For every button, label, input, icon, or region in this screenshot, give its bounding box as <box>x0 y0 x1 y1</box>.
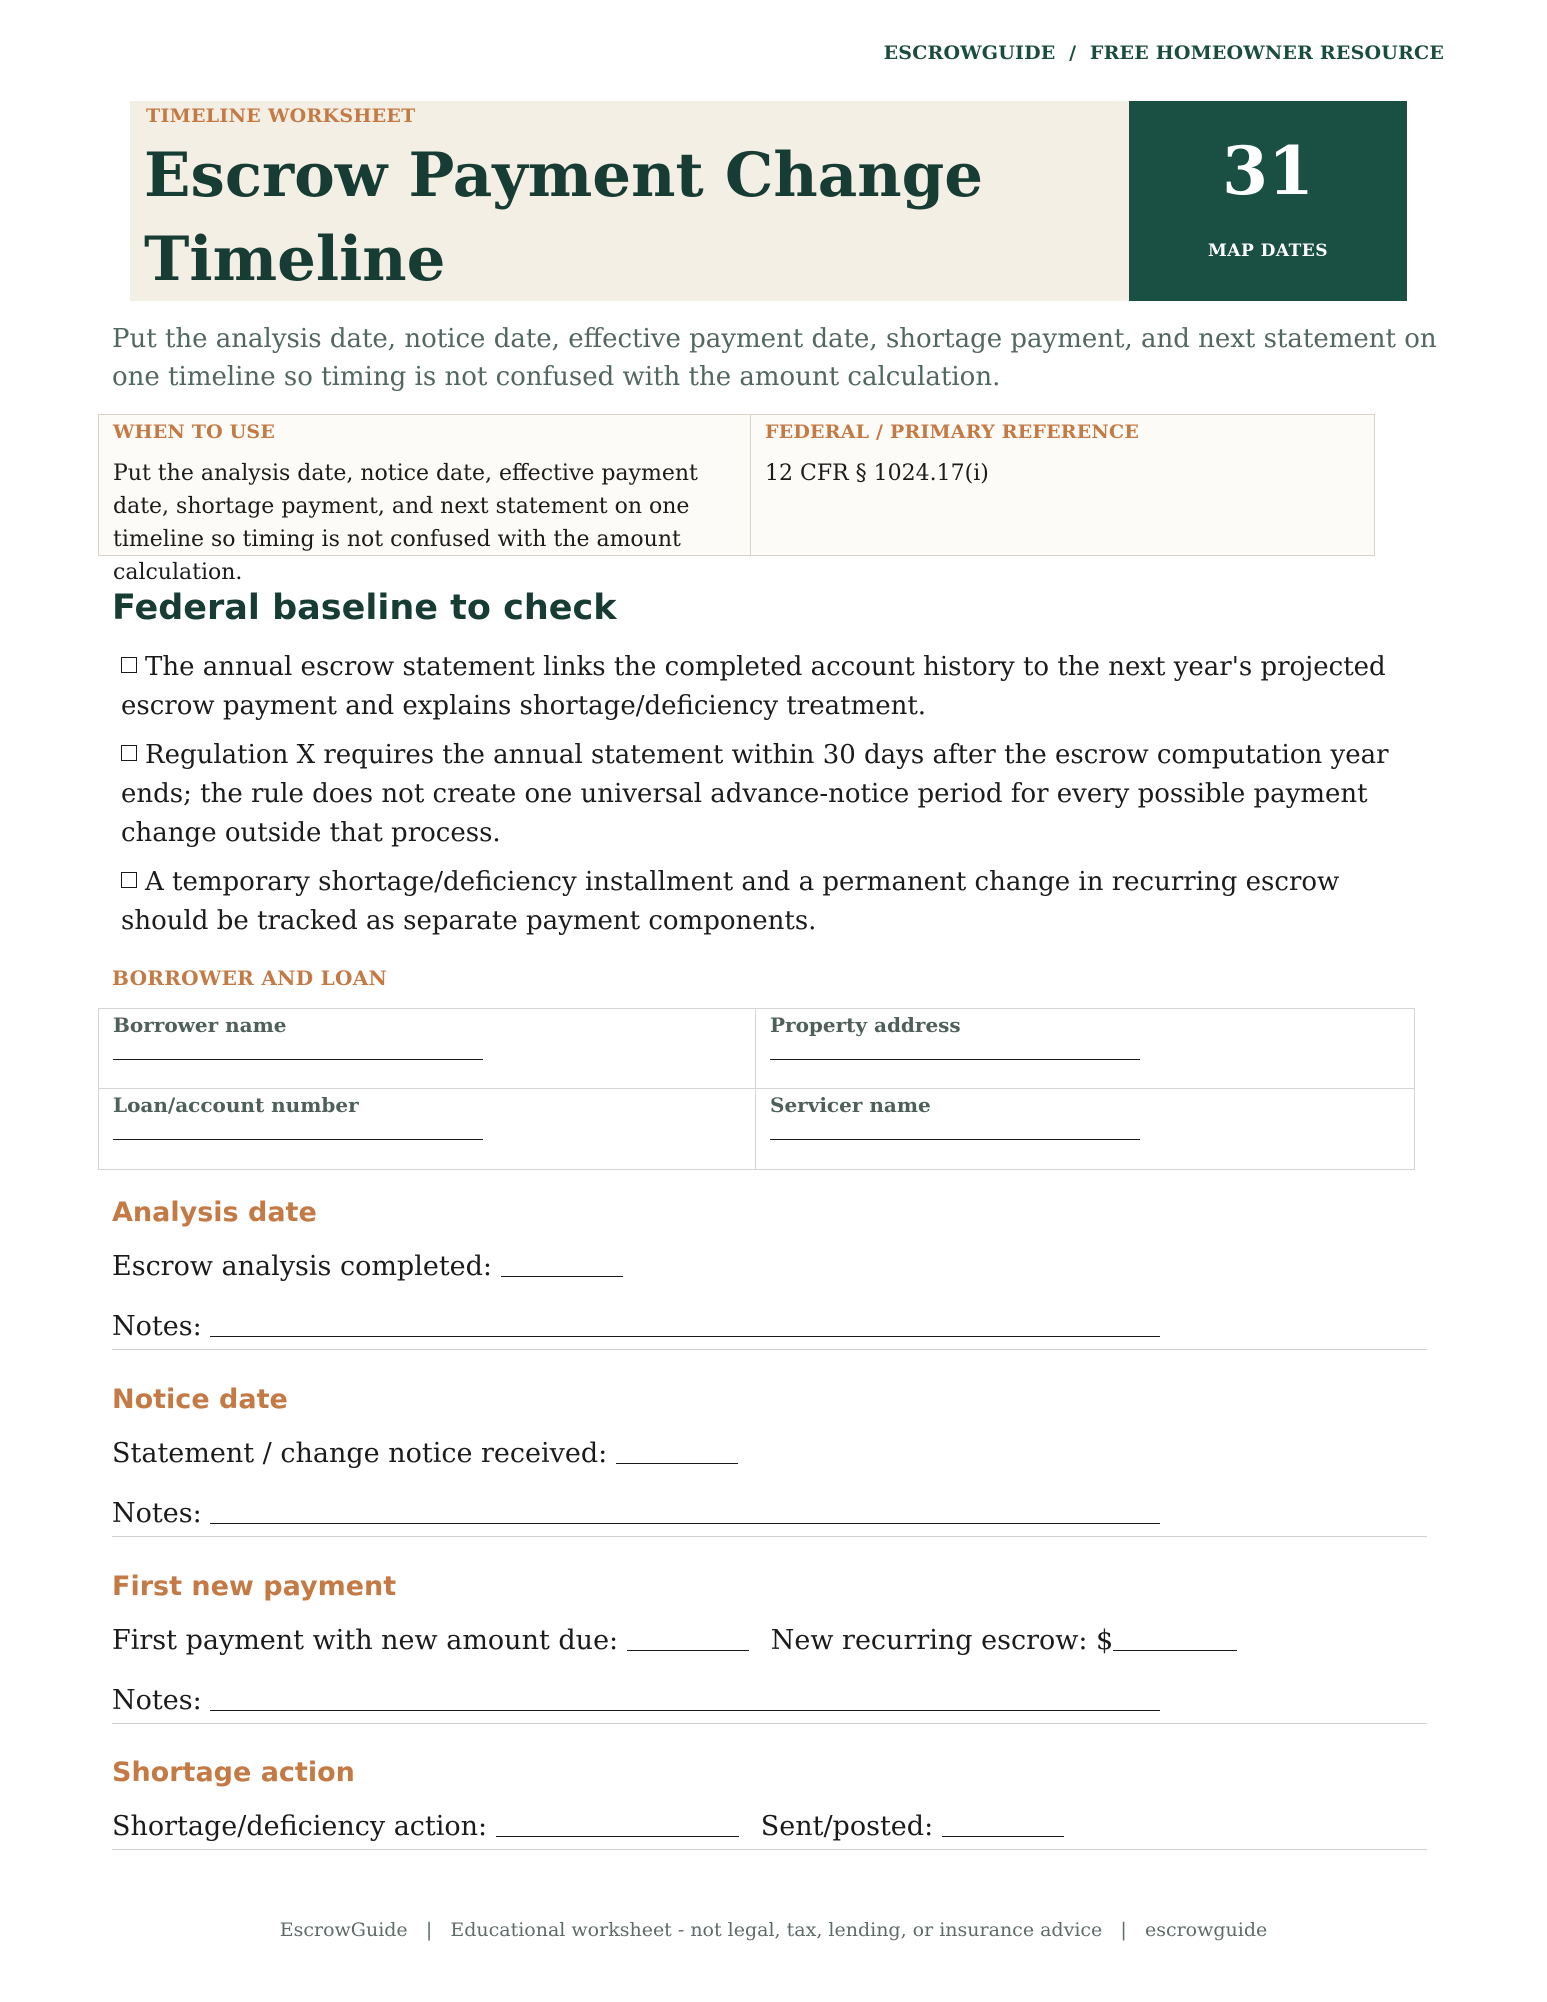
notice-date-label: Statement / change notice received: <box>112 1438 608 1469</box>
borrower-name-field[interactable] <box>113 1059 483 1060</box>
usage-reference-table <box>98 414 1375 585</box>
first-payment-date-field[interactable] <box>627 1628 749 1651</box>
intro-text: Put the analysis date, notice date, effective payment date, shortage payment, and next statement on one timeline so timing is not confused with the amount calculation. <box>112 324 1437 392</box>
borrower-name-label: Borrower name <box>113 1013 287 1037</box>
baseline-checklist <box>121 648 1421 951</box>
worksheet-eyebrow: TIMELINE WORKSHEET <box>146 105 416 127</box>
checklist-item <box>121 736 1421 853</box>
analysis-notes-row <box>112 1297 1427 1357</box>
when-to-use-cell <box>99 415 751 585</box>
date-count-label: MAP DATES <box>1207 241 1329 261</box>
notice-notes-label: Notes: <box>112 1498 202 1529</box>
analysis-notes-label: Notes: <box>112 1311 202 1342</box>
page-title: Escrow Payment Change Timeline <box>144 140 984 295</box>
loan-number-label: Loan/account number <box>113 1093 359 1117</box>
analysis-date-label: Escrow analysis completed: <box>112 1251 493 1282</box>
checkbox-icon[interactable] <box>121 872 137 888</box>
analysis-date-field[interactable] <box>501 1254 623 1277</box>
analysis-date-section <box>112 1197 1427 1350</box>
notice-date-field[interactable] <box>616 1441 738 1464</box>
first-payment-notes-field[interactable] <box>210 1688 1160 1711</box>
checklist-item <box>121 863 1421 941</box>
shortage-action-field[interactable] <box>496 1814 739 1837</box>
analysis-date-heading: Analysis date <box>112 1197 317 1228</box>
footer-disclaimer: Educational worksheet - not legal, tax, lending, or insurance advice <box>450 1919 1103 1941</box>
checkbox-icon[interactable] <box>121 657 137 673</box>
notice-date-heading: Notice date <box>112 1384 288 1415</box>
first-payment-section <box>112 1571 1427 1724</box>
date-count-number: 31 <box>1222 132 1314 210</box>
property-address-label: Property address <box>770 1013 961 1037</box>
brand-separator: / <box>1069 42 1077 64</box>
checklist-item <box>121 648 1421 726</box>
footer-site: escrowguide <box>1144 1919 1268 1941</box>
property-address-cell <box>756 1009 1414 1089</box>
notice-date-section <box>112 1384 1427 1537</box>
baseline-heading: Federal baseline to check <box>112 588 617 628</box>
shortage-action-label: Shortage/deficiency action: <box>112 1811 488 1842</box>
checkbox-icon[interactable] <box>121 745 137 761</box>
analysis-notes-field[interactable] <box>210 1314 1160 1337</box>
property-address-field[interactable] <box>770 1059 1140 1060</box>
borrower-loan-table <box>98 1008 1415 1170</box>
analysis-date-row <box>112 1237 1427 1297</box>
loan-number-cell <box>99 1089 756 1169</box>
first-payment-row <box>112 1611 1427 1671</box>
brand-tagline: FREE HOMEOWNER RESOURCE <box>1089 42 1444 64</box>
reference-cell <box>751 415 1374 555</box>
borrower-loan-heading: BORROWER AND LOAN <box>112 966 388 990</box>
first-payment-heading: First new payment <box>112 1571 397 1602</box>
page-footer <box>0 1919 1547 1941</box>
checklist-item-text: Regulation X requires the annual statement within 30 days after the escrow computation year ends; the rule does not create one universal advance-notice period for every possible payment change outside that process. <box>121 740 1389 848</box>
first-payment-notes-row <box>112 1671 1427 1731</box>
brand-name: ESCROWGUIDE <box>883 42 1056 64</box>
servicer-name-label: Servicer name <box>770 1093 931 1117</box>
brand-line <box>884 42 1444 64</box>
recurring-escrow-field[interactable] <box>1113 1628 1237 1651</box>
checklist-item-text: The annual escrow statement links the completed account history to the next year's projected escrow payment and explains shortage/deficiency treatment. <box>121 652 1386 721</box>
borrower-name-cell <box>99 1009 756 1089</box>
worksheet-header <box>130 101 1407 301</box>
shortage-action-section <box>112 1757 1427 1850</box>
reference-text: 12 CFR § 1024.17(i) <box>765 461 989 486</box>
first-payment-label: First payment with new amount due: <box>112 1625 619 1656</box>
date-count-badge <box>1129 101 1407 301</box>
checklist-item-text: A temporary shortage/deficiency installment and a permanent change in recurring escrow should be tracked as separate payment components. <box>121 867 1340 936</box>
when-to-use-text: Put the analysis date, notice date, effective payment date, shortage payment, and next statement on one timeline so timing is not confused with the amount calculation. <box>113 461 698 585</box>
sent-posted-label: Sent/posted: <box>760 1811 934 1842</box>
servicer-name-cell <box>756 1089 1414 1169</box>
recurring-escrow-label: New recurring escrow: $ <box>770 1625 1114 1656</box>
notice-notes-field[interactable] <box>210 1501 1160 1524</box>
footer-separator: | <box>425 1919 433 1941</box>
reference-label: FEDERAL / PRIMARY REFERENCE <box>765 421 1139 443</box>
footer-brand: EscrowGuide <box>279 1919 408 1941</box>
shortage-action-row <box>112 1797 1427 1857</box>
notice-notes-row <box>112 1484 1427 1544</box>
first-payment-notes-label: Notes: <box>112 1685 202 1716</box>
notice-date-row <box>112 1424 1427 1484</box>
loan-number-field[interactable] <box>113 1139 483 1140</box>
sent-posted-field[interactable] <box>942 1814 1064 1837</box>
when-to-use-label: WHEN TO USE <box>113 421 276 443</box>
footer-separator: | <box>1120 1919 1127 1941</box>
shortage-action-heading: Shortage action <box>112 1757 355 1788</box>
servicer-name-field[interactable] <box>770 1139 1140 1140</box>
